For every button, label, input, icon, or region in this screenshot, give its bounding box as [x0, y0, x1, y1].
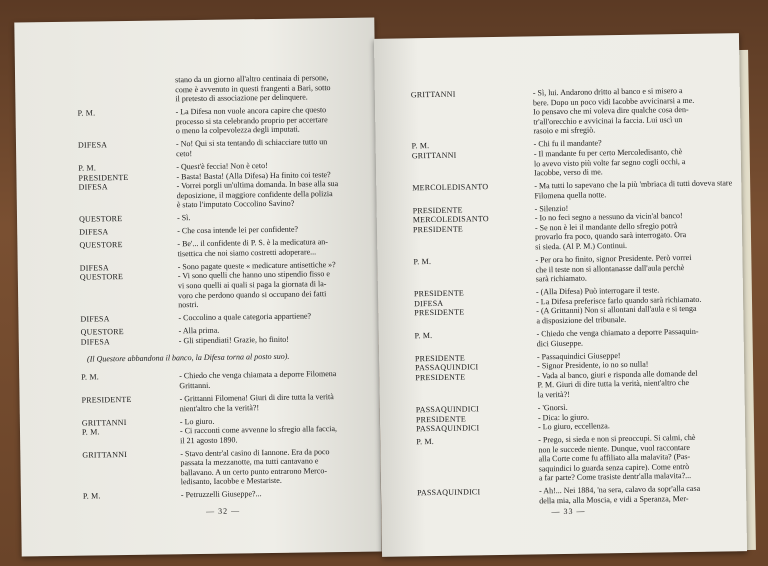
- speaker-name: [82, 436, 180, 447]
- line-text: Filomena quella notte.: [534, 189, 607, 201]
- line-text: P. M. Giuri di dire tutta la verità, nient'altro che: [537, 378, 690, 390]
- speaker-name: PRESIDENTE: [81, 394, 132, 405]
- line-text: - Basta! Basta! (Alla Difesa) Ha finito coi teste?: [176, 169, 331, 181]
- line-text: nostri.: [178, 300, 199, 310]
- line-text: - Gli stipendiati! Grazie, ho finito!: [178, 334, 290, 346]
- speaker-name: GRITTANNI: [411, 150, 457, 161]
- speaker-name: P. M.: [416, 437, 435, 447]
- line-text: è stato l'imputato Coccolino Savino?: [176, 198, 295, 210]
- speaker-name: P. M.: [81, 372, 100, 382]
- line-text: - 'Gnorsì.: [537, 402, 568, 413]
- line-text: - Stavo dentr'al casino di Iannone. Era da poco: [180, 446, 330, 458]
- right-page-text: [411, 85, 740, 508]
- line-text: ledisanto, Iacobbe e Mestariste.: [180, 476, 282, 487]
- line-text: Grittanni.: [179, 380, 211, 391]
- line-text: Io pensavo che mi voleva dire qualche cosa den-: [533, 105, 689, 117]
- line-text: - Ci racconti come avvenne lo sfregio alla faccia,: [179, 424, 338, 436]
- speaker-name: GRITTANNI: [82, 449, 128, 460]
- line-text: - Be'... il confidente di P. S. è la medicatura an-: [177, 237, 328, 249]
- line-text: - Sì, lui. Andarono dritto al banco e si misero a: [532, 86, 683, 98]
- speaker-name: [413, 242, 535, 254]
- line-text: deposizione, il maggiore confidente della polizia: [176, 188, 333, 200]
- line-text: - La Difesa non vuole ancora capire che questo: [175, 105, 327, 117]
- line-text: Iacobbe, verso di me.: [534, 167, 603, 178]
- right-page: [374, 33, 747, 557]
- speaker-name: [77, 94, 175, 105]
- line-text: - Petruzzelli Giuseppe?...: [180, 489, 262, 500]
- speaker-name: DIFESA: [77, 140, 108, 151]
- line-text: bere. Dopo un poco vidi Iacobbe avvicinarsi a me.: [532, 95, 695, 108]
- line-text: alla Corte come fu affiliato alla malavita? (Pas-: [538, 452, 691, 464]
- line-text: non le succede niente. Dunque, vuol raccontare: [538, 442, 690, 455]
- line-text: ceto!: [176, 149, 193, 159]
- line-text: voro che perdono quando si occupano dei fatti: [178, 288, 327, 300]
- line-text: - Silenzio!: [534, 203, 569, 214]
- line-text: - (Alla Difesa) Può interrogare il teste.: [535, 285, 660, 297]
- speaker-name: [411, 127, 533, 139]
- speaker-name: P. M.: [81, 427, 100, 437]
- line-text: provarlo fra poco, quando sarà interrogato. Ora: [535, 230, 687, 242]
- speaker-name: P. M.: [78, 163, 97, 173]
- speaker-name: PASSAQUINDICI: [415, 362, 479, 373]
- speaker-name: [81, 381, 179, 392]
- speaker-name: PRESIDENTE: [415, 372, 466, 383]
- speaker-name: [83, 478, 181, 489]
- speaker-name: MERCOLEDISANTO: [412, 214, 489, 225]
- line-text: che il teste non si allontanasse dall'aula perchè: [535, 262, 685, 275]
- line-text: - Grittanni Filomena! Giuri di dire tutta la verità: [179, 392, 334, 404]
- line-text: passata la mezzanotte, ma tutti cantavano e: [180, 456, 319, 468]
- speaker-name: [414, 275, 536, 287]
- speaker-name: DIFESA: [80, 337, 111, 347]
- line-text: - Vada al banco, giuri e risponda alle domande del: [537, 368, 698, 381]
- right-page-number: — 33 —: [551, 506, 586, 517]
- line-text: il pretesto di associazione per delinquere.: [175, 92, 308, 104]
- line-text: - Chiedo che venga chiamato a deporre Passaquin-: [536, 326, 699, 339]
- line-text: tr'all'orecchio e avvicinai la faccia. Lui uscì un: [533, 114, 683, 127]
- speaker-name: [416, 390, 538, 402]
- line-text: - Chi fu il mandante?: [533, 138, 602, 149]
- left-page-number: — 32 —: [206, 506, 241, 516]
- speaker-name: QUESTORE: [78, 214, 123, 224]
- line-text: si sieda. (Al P. M.) Continui.: [535, 241, 628, 252]
- line-text: della mia, alla Moscia, e vidi a Speranza, Mer-: [539, 494, 689, 506]
- line-text: rasoio e mi sfregiò.: [533, 125, 596, 136]
- line-text: - Coccolino a quale categoria appartiene?: [178, 311, 312, 323]
- speaker-name: DIFESA: [414, 298, 444, 309]
- speaker-name: [417, 474, 539, 486]
- speaker-name: QUESTORE: [79, 240, 123, 250]
- speaker-name: [417, 496, 539, 508]
- speaker-name: P. M.: [414, 331, 433, 341]
- line-text: stano da un giorno all'altro centinaia di persone,: [175, 73, 329, 85]
- speaker-name: QUESTORE: [80, 327, 124, 337]
- speaker-name: GRITTANNI: [410, 89, 456, 100]
- line-text: - Ah!... Nei 1884, 'na sera, calavo da sopr'alla casa: [539, 484, 701, 496]
- speaker-name: [414, 316, 536, 328]
- speaker-name: QUESTORE: [79, 272, 124, 283]
- speaker-name: [412, 169, 534, 181]
- line-text: saquindici lo guarda senza capire). Come entrò: [538, 461, 690, 474]
- speaker-name: P. M.: [77, 108, 96, 118]
- speaker-name: DIFESA: [80, 314, 110, 324]
- line-text: vi sono quelli ai quali si paga la giornata di la-: [177, 279, 327, 291]
- line-text: nient'altro che la verità?!: [179, 402, 260, 413]
- line-text: - Chiedo che venga chiamata a deporre Filomena: [179, 369, 337, 381]
- line-text: - (A Grittanni) Non si allontani dall'aula e si tenga: [536, 304, 697, 316]
- speaker-name: PASSAQUINDICI: [415, 404, 480, 415]
- line-text: come è avvenuto in questi frangenti a Bari, sotto: [175, 82, 331, 94]
- line-text: o meno la colpevolezza degli imputati.: [175, 124, 300, 136]
- speaker-name: [82, 404, 180, 415]
- speaker-name: PRESIDENTE: [412, 205, 463, 216]
- line-text: - Sono pagate queste « medicature antisettiche »?: [177, 259, 336, 272]
- line-text: - Lo giuro, eccellenza.: [537, 421, 610, 432]
- speaker-name: [79, 249, 177, 260]
- line-text: a disposizione del tribunale.: [536, 314, 627, 326]
- line-text: - Alla prima.: [178, 325, 220, 336]
- line-text: la verità?!: [537, 389, 570, 400]
- speaker-name: P. M.: [82, 491, 101, 502]
- line-text: - Che cosa intende lei per confidente?: [177, 224, 299, 236]
- line-text: - Prego, si sieda e non si preoccupi. Si calmi, chè: [538, 433, 696, 445]
- speaker-name: DIFESA: [78, 182, 108, 192]
- speaker-name: [78, 149, 176, 160]
- stage-direction: (Il Questore abbandona il banco, la Difesa torna al posto suo).: [86, 352, 290, 364]
- line-text: - Vorrei porgli un'ultima domanda. In base alla sua: [176, 179, 339, 191]
- speaker-name: [79, 201, 177, 212]
- speaker-name: MERCOLEDISANTO: [412, 182, 489, 193]
- line-text: processo si sta celebrando proprio per accertare: [175, 114, 328, 127]
- speaker-name: P. M.: [411, 141, 430, 151]
- speaker-name: GRITTANNI: [81, 417, 127, 428]
- line-text: - Signor Presidente, io no so nulla!: [537, 359, 649, 371]
- line-text: - Se non è lei il mandante dello sfregio potrà: [534, 221, 678, 233]
- line-text: a far parte? Come trasiste dentr'alla malavita?...: [538, 471, 692, 483]
- speaker-name: PRESIDENTE: [413, 288, 465, 299]
- speaker-name: [78, 127, 176, 138]
- line-text: - Ma tutti lo sapevano che la più 'mbriaca di tutti doveva stare: [534, 178, 733, 191]
- speaker-name: DIFESA: [79, 227, 109, 237]
- line-text: - Il mandante fu per certo Mercoledisanto, chè: [533, 147, 683, 159]
- line-text: - Passaquindici Giuseppe!: [536, 350, 621, 361]
- speaker-name: [80, 300, 178, 311]
- line-text: - Vi sono quelli che hanno uno stipendio fisso e: [177, 269, 330, 281]
- line-text: - Io no feci segno a nessuno da vicin'al banco!: [534, 211, 683, 223]
- line-text: - Quest'è feccia! Non è ceto!: [176, 160, 268, 172]
- speaker-name: P. M.: [413, 257, 432, 267]
- line-text: - Dica: lo giuro.: [537, 412, 590, 422]
- speaker-name: PRESIDENTE: [78, 172, 129, 183]
- left-page-text: [77, 73, 365, 502]
- speaker-name: PASSAQUINDICI: [416, 423, 480, 434]
- line-text: - Per ora ho finito, signor Presidente. Però vorrei: [535, 253, 692, 265]
- speaker-name: PRESIDENTE: [412, 224, 464, 235]
- line-text: il 21 agosto 1890.: [180, 435, 238, 445]
- speaker-name: [415, 339, 537, 351]
- line-text: - No! Qui si sta tentando di schiacciare tutto un: [175, 137, 328, 149]
- speaker-name: PRESIDENTE: [414, 307, 465, 318]
- line-text: dici Giuseppe.: [536, 338, 584, 348]
- line-text: - Lo giuro.: [179, 416, 215, 426]
- left-page: [14, 18, 381, 557]
- line-text: - Sì.: [176, 213, 191, 223]
- line-text: tisettica che noi siamo costretti adoperare...: [177, 247, 317, 259]
- speaker-name: PRESIDENTE: [415, 414, 466, 424]
- speaker-name: DIFESA: [79, 263, 110, 273]
- line-text: lo avevo visto più volte far segno cogli occhi, a: [533, 156, 686, 168]
- line-text: - La Difesa preferisce farlo quando sarà richiamato.: [536, 294, 702, 307]
- line-text: ballavano. A un certo punto entrarono Merco-: [180, 466, 328, 478]
- speaker-name: PASSAQUINDICI: [417, 487, 481, 498]
- line-text: sarà richiamato.: [535, 273, 587, 284]
- speaker-name: [412, 191, 534, 203]
- speaker-name: PRESIDENTE: [414, 353, 466, 363]
